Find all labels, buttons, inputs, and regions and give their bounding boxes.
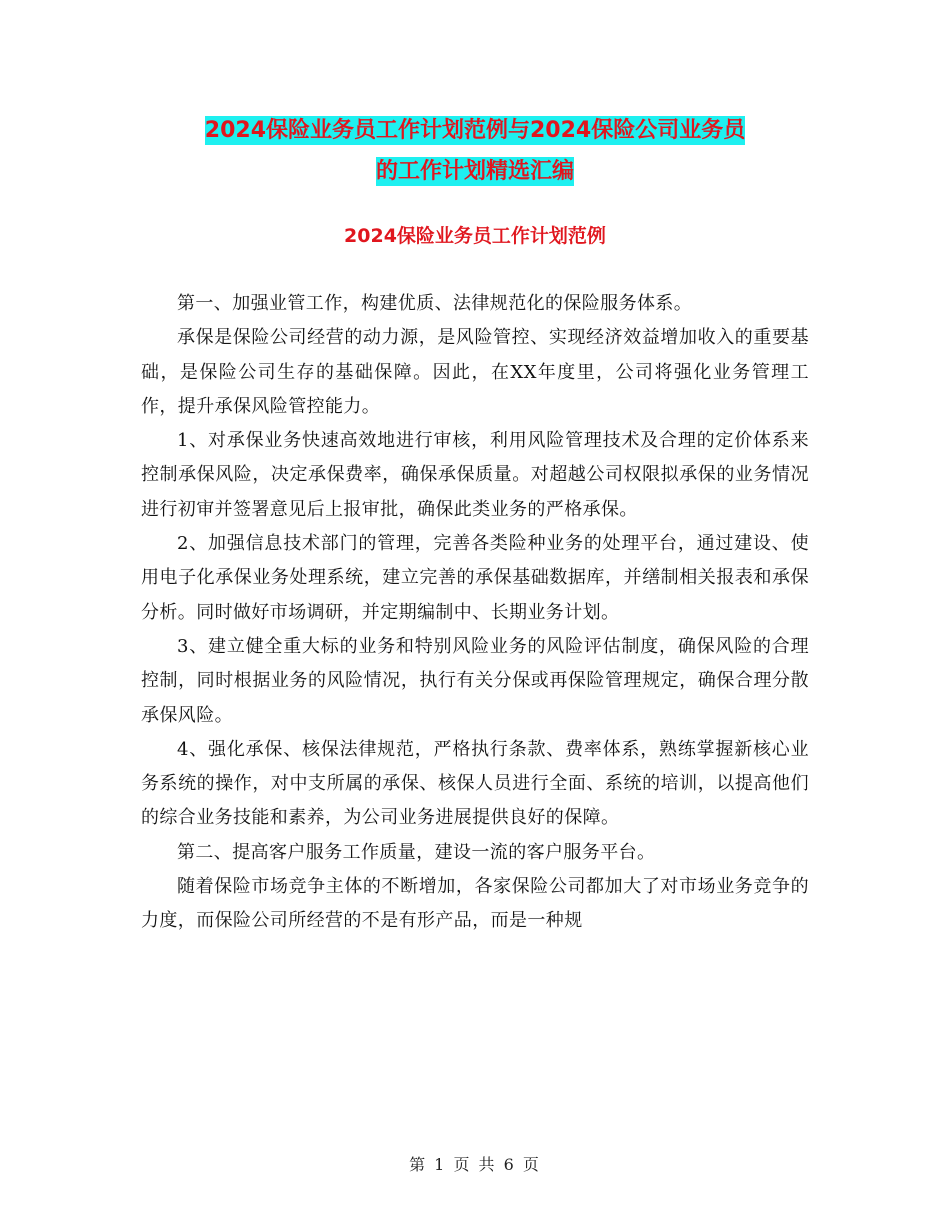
paragraph-item-3: 3、建立健全重大标的业务和特别风险业务的风险评估制度，确保风险的合理控制，同时根据业务的风险情况，执行有关分保或再保险管理规定，确保合理分散承保风险。 — [141, 635, 809, 726]
document-title-line2: 的工作计划精选汇编 — [375, 159, 574, 184]
paragraph: 随着保险市场竞争主体的不断增加，各家保险公司都加大了对市场业务竞争的力度，而保险公司所经营的不是有形产品，而是一种规 — [141, 876, 809, 932]
document-body — [141, 287, 809, 939]
page-footer: 第 1 页 共 6 页 — [409, 1155, 541, 1174]
document-title-line1: 2024保险业务员工作计划范例与2024保险公司业务员 — [204, 118, 746, 143]
paragraph-item-1: 1、对承保业务快速高效地进行审核，利用风险管理技术及合理的定价体系来控制承保风险，决定承保费率，确保承保质量。对超越公司权限拟承保的业务情况进行初审并签署意见后上报审批，确保此类业务的严格承保。 — [141, 430, 809, 520]
paragraph-item-2: 2、加强信息技术部门的管理，完善各类险种业务的处理平台，通过建设、使用电子化承保业务处理系统，建立完善的承保基础数据库，并缮制相关报表和承保分析。同时做好市场调研，并定期编制中、长期业务计划。 — [141, 533, 809, 623]
paragraph: 承保是保险公司经营的动力源，是风险管控、实现经济效益增加收入的重要基础，是保险公司生存的基础保障。因此，在XX年度里，公司将强化业务管理工作，提升承保风险管控能力。 — [141, 327, 809, 417]
document-title — [140, 110, 810, 192]
paragraph-heading-2: 第二、提高客户服务工作质量，建设一流的客户服务平台。 — [177, 841, 656, 863]
paragraph-item-4: 4、强化承保、核保法律规范，严格执行条款、费率体系，熟练掌握新核心业务系统的操作，对中支所属的承保、核保人员进行全面、系统的培训，以提高他们的综合业务技能和素养，为公司业务进展提供良好的保障。 — [141, 738, 809, 829]
section-title: 2024保险业务员工作计划范例 — [344, 225, 606, 247]
paragraph-heading-1: 第一、加强业管工作，构建优质、法律规范化的保险服务体系。 — [177, 293, 693, 314]
